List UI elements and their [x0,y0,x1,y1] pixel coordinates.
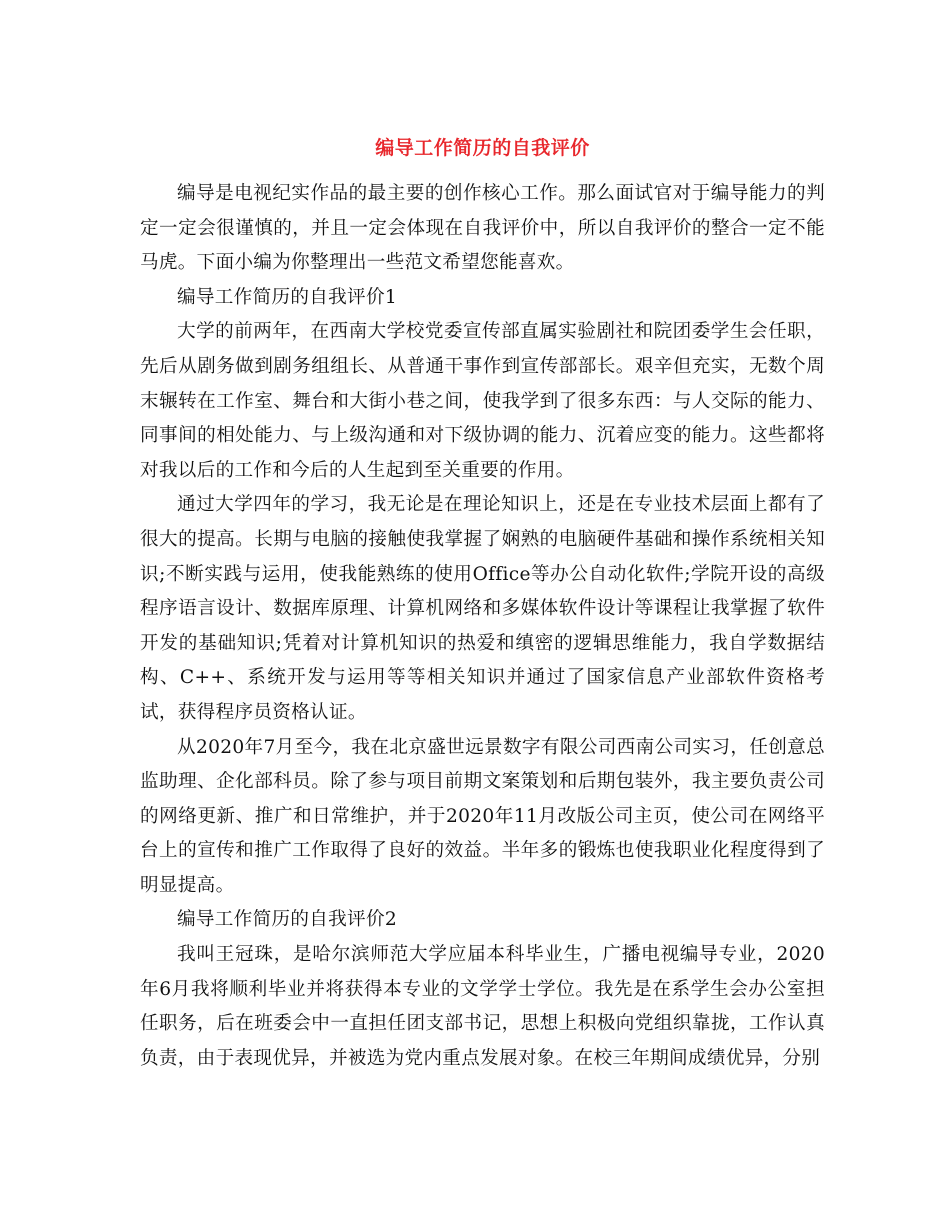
document-title: 编导工作简历的自我评价 [375,136,590,159]
document-body [140,177,825,1076]
section-1-paragraph-1: 大学的前两年，在西南大学校党委宣传部直属实验剧社和院团委学生会任职，先后从剧务做到剧务组组长、从普通干事作到宣传部部长。艰辛但充实，无数个周末辗转在工作室、舞台和大街小巷之间，使我学到了很多东西：与人交际的能力、同事间的相处能力、与上级沟通和对下级协调的能力、沉着应变的能力。这些都将对我以后的工作和今后的人生起到至关重要的作用。 [140,321,825,481]
section-2-paragraph-1: 我叫王冠珠，是哈尔滨师范大学应届本科毕业生，广播电视编导专业，2020年6月我将顺利毕业并将获得本专业的文学学士学位。我先是在系学生会办公室担任职务，后在班委会中一直担任团支部书记，思想上积极向党组织靠拢，工作认真负责，由于表现优异，并被选为党内重点发展对象。在校三年期间成绩优异，分别 [140,944,825,1069]
intro-paragraph: 编导是电视纪实作品的最主要的创作核心工作。那么面试官对于编导能力的判定一定会很谨慎的，并且一定会体现在自我评价中，所以自我评价的整合一定不能马虎。下面小编为你整理出一些范文希望您能喜欢。 [140,183,825,274]
section-1-heading: 编导工作简历的自我评价1 [177,286,397,308]
section-2-heading: 编导工作简历的自我评价2 [177,909,397,931]
section-1-paragraph-3: 从2020年7月至今，我在北京盛世远景数字有限公司西南公司实习，任创意总监助理、企化部科员。除了参与项目前期文案策划和后期包装外，我主要负责公司的网络更新、推广和日常维护，并于2020年11月改版公司主页，使公司在网络平台上的宣传和推广工作取得了良好的效益。半年多的锻炼也使我职业化程度得到了明显提高。 [140,736,825,896]
section-1-paragraph-2: 通过大学四年的学习，我无论是在理论知识上，还是在专业技术层面上都有了很大的提高。长期与电脑的接触使我掌握了娴熟的电脑硬件基础和操作系统相关知识;不断实践与运用，使我能熟练的使用Office等办公自动化软件;学院开设的高级程序语言设计、数据库原理、计算机网络和多媒体软件设计等课程让我掌握了软件开发的基础知识;凭着对计算机知识的热爱和缜密的逻辑思维能力，我自学数据结构、C++、系统开发与运用等等相关知识并通过了国家信息产业部软件资格考试，获得程序员资格认证。 [140,494,825,723]
